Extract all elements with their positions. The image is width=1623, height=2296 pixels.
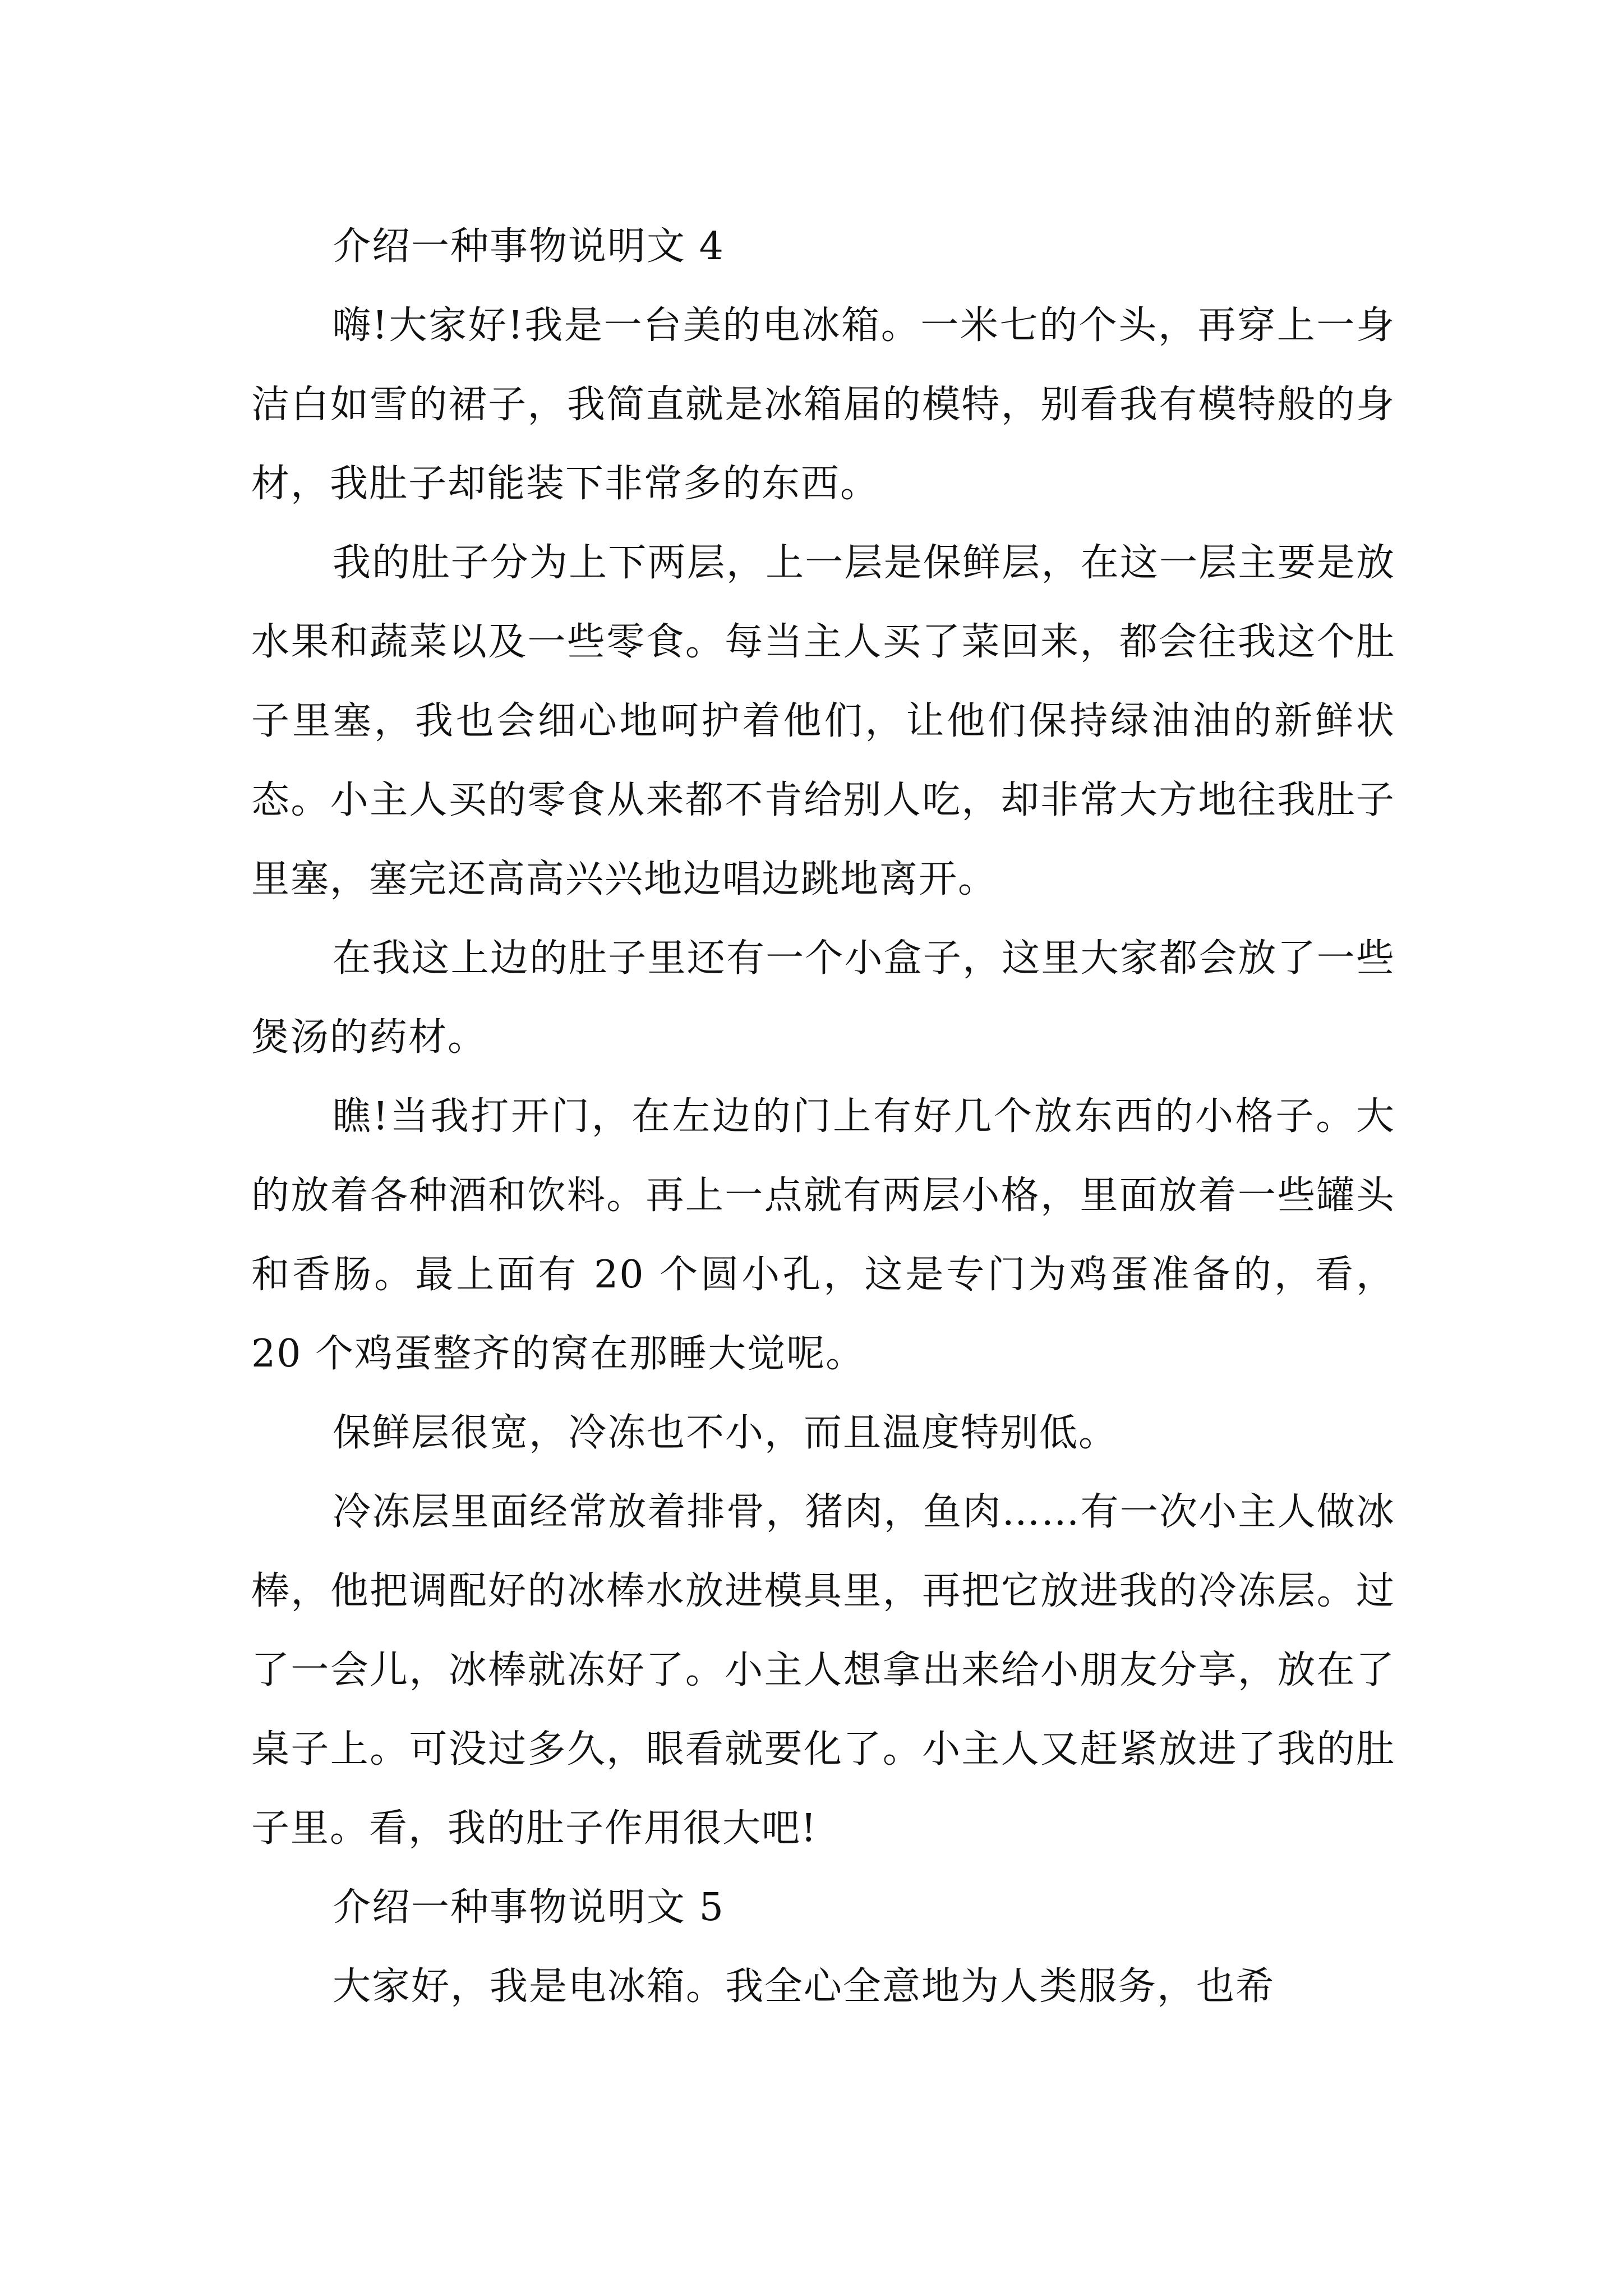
paragraph: 大家好，我是电冰箱。我全心全意地为人类服务，也希 <box>333 1964 1275 2009</box>
paragraph: 我的肚子分为上下两层，上一层是保鲜层，在这一层主要是放水果和蔬菜以及一些零食。每当主人买了菜回来，都会往我这个肚子里塞，我也会细心地呵护着他们，让他们保持绿油油的新鲜状态。小主人买的零食从来都不肯给别人吃，却非常大方地往我肚子里塞，塞完还高高兴兴地边唱边跳地离开。 <box>251 541 1395 901</box>
section-heading-4: 介绍一种事物说明文 4 <box>333 224 725 269</box>
document-body <box>251 207 1395 2026</box>
paragraph: 冷冻层里面经常放着排骨，猪肉，鱼肉……有一次小主人做冰棒，他把调配好的冰棒水放进模具里，再把它放进我的冷冻层。过了一会儿，冰棒就冻好了。小主人想拿出来给小朋友分享，放在了桌子上。可没过多久，眼看就要化了。小主人又赶紧放进了我的肚子里。看，我的肚子作用很大吧! <box>251 1490 1395 1851</box>
paragraph: 在我这上边的肚子里还有一个小盒子，这里大家都会放了一些煲汤的药材。 <box>251 936 1395 1060</box>
section-heading-5: 介绍一种事物说明文 5 <box>333 1885 725 1930</box>
paragraph: 瞧!当我打开门，在左边的门上有好几个放东西的小格子。大的放着各种酒和饮料。再上一点就有两层小格，里面放着一些罐头和香肠。最上面有 20 个圆小孔，这是专门为鸡蛋准备的，看，20 个鸡蛋整齐的窝在那睡大觉呢。 <box>251 1094 1395 1376</box>
paragraph: 保鲜层很宽，冷冻也不小，而且温度特别低。 <box>333 1411 1118 1455</box>
paragraph: 嗨!大家好!我是一台美的电冰箱。一米七的个头，再穿上一身洁白如雪的裙子，我简直就是冰箱届的模特，别看我有模特般的身材，我肚子却能装下非常多的东西。 <box>251 303 1395 506</box>
